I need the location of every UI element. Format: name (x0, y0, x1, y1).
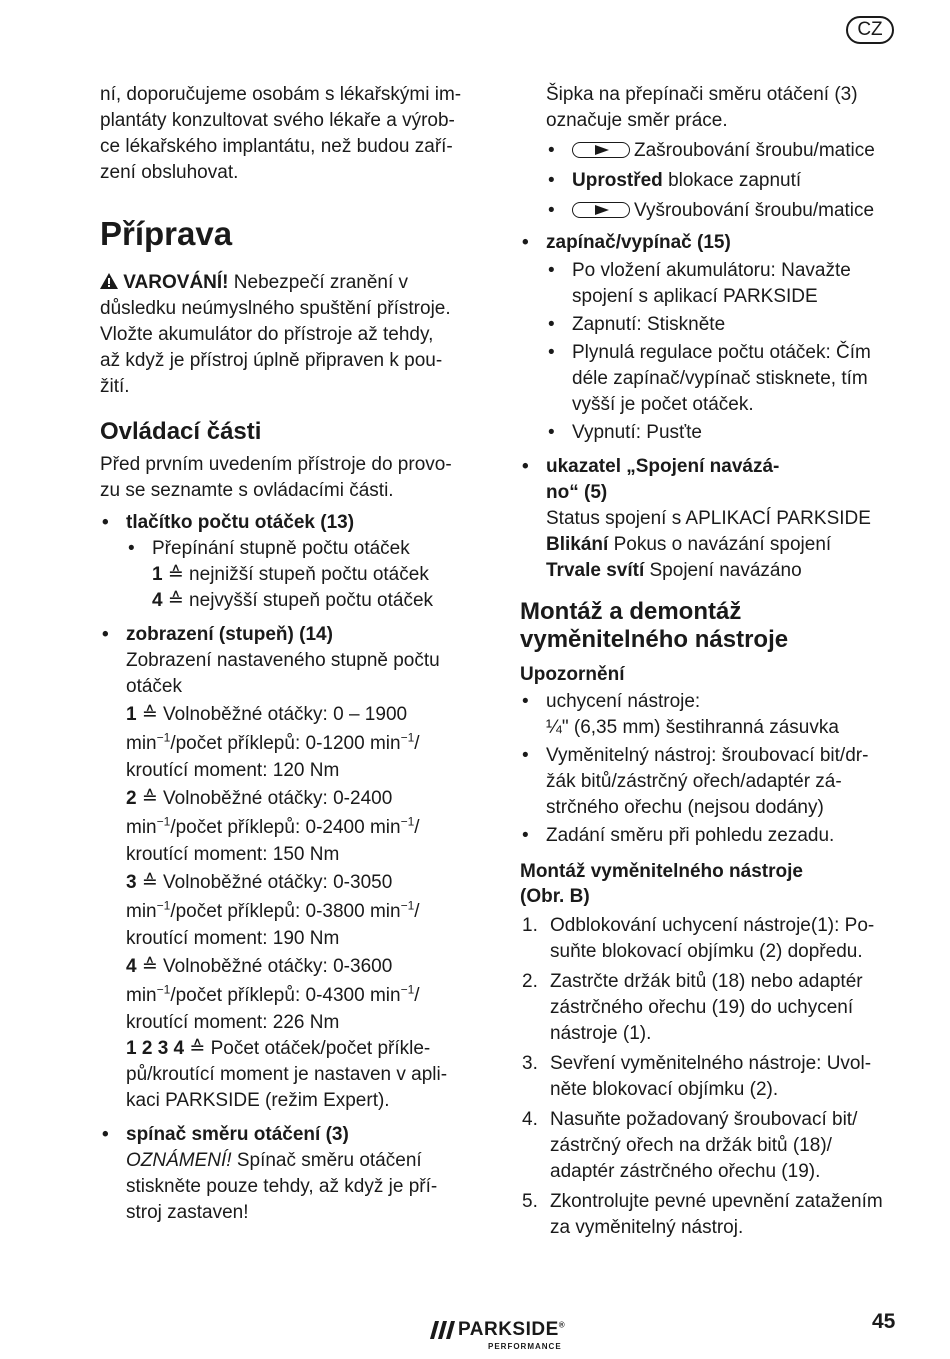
warning-label: VAROVÁNÍ! (123, 272, 229, 293)
list-item: 2. Zastrčte držák bitů (18) nebo adaptér zástrčného ořechu (19) do uchycení nástroje (1). (522, 971, 863, 1044)
controls-intro: Před prvním uvedením přístroje do provo- zu se seznamte s ovládacími části. (100, 454, 452, 501)
list-item: 5. Zkontrolujte pevné upevnění zatažením za vyměnitelný nástroj. (522, 1191, 883, 1238)
level-3: 3 ≙ Volnoběžné otáčky: 0-3050 $\min^{-1}$/počet příklepů: 0-3800 $\min^{-1}/$ kroutící moment: 190 Nm (126, 872, 420, 949)
mount-heading: Montáž a demontáž vyměnitelného nástroje (520, 598, 789, 653)
right-column (520, 82, 905, 1241)
list-item: • Uprostřed blokace zapnutí (546, 168, 905, 194)
list-item: • Plynulá regulace počtu otáček: Čím déle zapínač/vypínač stisknete, tím vyšší je počet otáček. (546, 340, 905, 418)
list-item: • Vypnutí: Pusťte (546, 420, 905, 446)
intro-paragraph: ní, doporučujeme osobám s lékařskými im- plantáty konzultovat svého lékaře a výrob- ce lékařského implantátu, než budou zaří- zení obsluhovat. (100, 84, 462, 183)
left-column (100, 82, 478, 1226)
level-all: 1 2 3 4 ≙ Počet otáček/počet příkle- pů/kroutící moment je nastaven v apli- kaci PARKSIDE (režim Expert). (126, 1038, 448, 1111)
warning-triangle-icon (100, 273, 118, 289)
controls-list (100, 510, 478, 1226)
brand-logo: PARKSIDE® PERFORMANCE (430, 1315, 590, 1355)
list-item: • zobrazení (stupeň) (14) Zobrazení nastaveného stupně počtu otáček 1 ≙ Volnoběžné otáčky: 0 – 1900 $\min^{-1}$/počet příklepů: 0-1200 $\min^{-1}/$ kroutící moment: 120 Nm 2 ≙ Volnoběžné otáčky: 0-2400 $\min^{-1}$/počet příklepů: 0-2400 $\min^{-1}/$ kroutící moment: 150 Nm 3 ≙ Volnoběžné otáčky: 0-3050 $\min^{-1}$/počet příklepů: 0-3800 $\min^{-1}/$ kroutící moment: 190 Nm 4 ≙ Volnoběžné otáčky: 0-3600 $\min^{-1}$/počet příklepů: 0-4300 $\min^{-1}/$ kroutící moment: 226 Nm 1 2 3 4 ≙ Počet otáček/počet příkle- pů/kroutící moment je nastaven v apli- kaci PARKSIDE (režim Expert). (100, 622, 478, 1114)
list-item: • Zadání směru při pohledu zezadu. (520, 823, 905, 849)
arrow-right-icon (572, 202, 630, 218)
level-4: 4 ≙ Volnoběžné otáčky: 0-3600 $\min^{-1}$/počet příklepů: 0-4300 $\min^{-1}/$ kroutící moment: 226 Nm (126, 956, 420, 1033)
note-heading: Upozornění (520, 664, 625, 685)
list-item: 4. Nasuňte požadovaný šroubovací bit/ zástrčný ořech na držák bitů (18)/ adaptér zástrčného ořechu (19). (522, 1109, 858, 1182)
level-2: 2 ≙ Volnoběžné otáčky: 0-2400 $\min^{-1}$/počet příklepů: 0-2400 $\min^{-1}/$ kroutící moment: 150 Nm (126, 788, 420, 865)
page-number: 45 (872, 1310, 896, 1333)
list-item: • uchycení nástroje: ¼" (6,35 mm) šestihranná zásuvka (520, 689, 905, 741)
arrow-paragraph: Šipka na přepínači směru otáčení (3) označuje směr práce. (546, 84, 858, 131)
warning-paragraph: VAROVÁNÍ! Nebezpečí zranění v důsledku neúmyslného spuštění přístroje. Vložte akumulátor do přístroje až tehdy, až když je přístroj úplně připraven k pou- žití. (100, 272, 451, 397)
list-item: • Vyšroubování šroubu/matice (546, 198, 905, 224)
controls-heading: Ovládací části (100, 418, 262, 445)
list-item: • zapínač/vypínač (15) • Po vložení akumulátoru: Navažte spojení s aplikací PARKSIDE • Zapnutí: Stiskněte • Plynulá regulace počtu otáček: Čím déle zapínač/vypínač stisknete, tím vyšší je počet otáček. • Vypnutí: Pusťte (520, 230, 905, 446)
list-item: • Přepínání stupně počtu otáček 1 ≙ nejnižší stupeň počtu otáček 4 ≙ nejvyšší stupeň počtu otáček (126, 536, 478, 614)
arrow-right-icon (572, 142, 630, 158)
mount-steps-heading: Montáž vyměnitelného nástroje (Obr. B) (520, 861, 803, 907)
list-item: • tlačítko počtu otáček (13) • Přepínání stupně počtu otáček 1 ≙ nejnižší stupeň počtu otáček 4 ≙ nejvyšší stupeň počtu otáček (100, 510, 478, 614)
level-1: 1 ≙ Volnoběžné otáčky: 0 – 1900 $\min^{-1}$/počet příklepů: 0-1200 $\min^{-1}/$ kroutící moment: 120 Nm (126, 704, 420, 781)
list-item: • Zašroubování šroubu/matice (546, 138, 905, 164)
list-item: • ukazatel „Spojení navázá- no“ (5) Status spojení s APLIKACÍ PARKSIDE Blikání Pokus o navázání spojení Trvale svítí Spojení navázáno (520, 454, 905, 584)
mount-steps (520, 913, 905, 1241)
list-item: • Po vložení akumulátoru: Navažte spojení s aplikací PARKSIDE (546, 258, 905, 310)
direction-list (546, 138, 905, 224)
language-badge: CZ (846, 16, 894, 44)
section-title: Příprava (100, 215, 233, 252)
list-item: 1. Odblokování uchycení nástroje(1): Po- suňte blokovací objímku (2) dopředu. (522, 915, 875, 962)
list-item: 3. Sevření vyměnitelného nástroje: Uvol- něte blokovací objímku (2). (522, 1053, 872, 1100)
note-list (520, 689, 905, 849)
list-item: • spínač směru otáčení (3) OZNÁMENÍ! Spínač směru otáčení stiskněte pouze tehdy, až když je pří- stroj zastaven! (100, 1122, 478, 1226)
list-item: • Vyměnitelný nástroj: šroubovací bit/dr- žák bitů/zástrčný ořech/adaptér zá- strčného ořechu (nejsou dodány) (520, 743, 905, 821)
list-item: • Zapnutí: Stiskněte (546, 312, 905, 338)
right-controls-list (520, 230, 905, 584)
brand-stripes-icon (430, 1321, 456, 1339)
